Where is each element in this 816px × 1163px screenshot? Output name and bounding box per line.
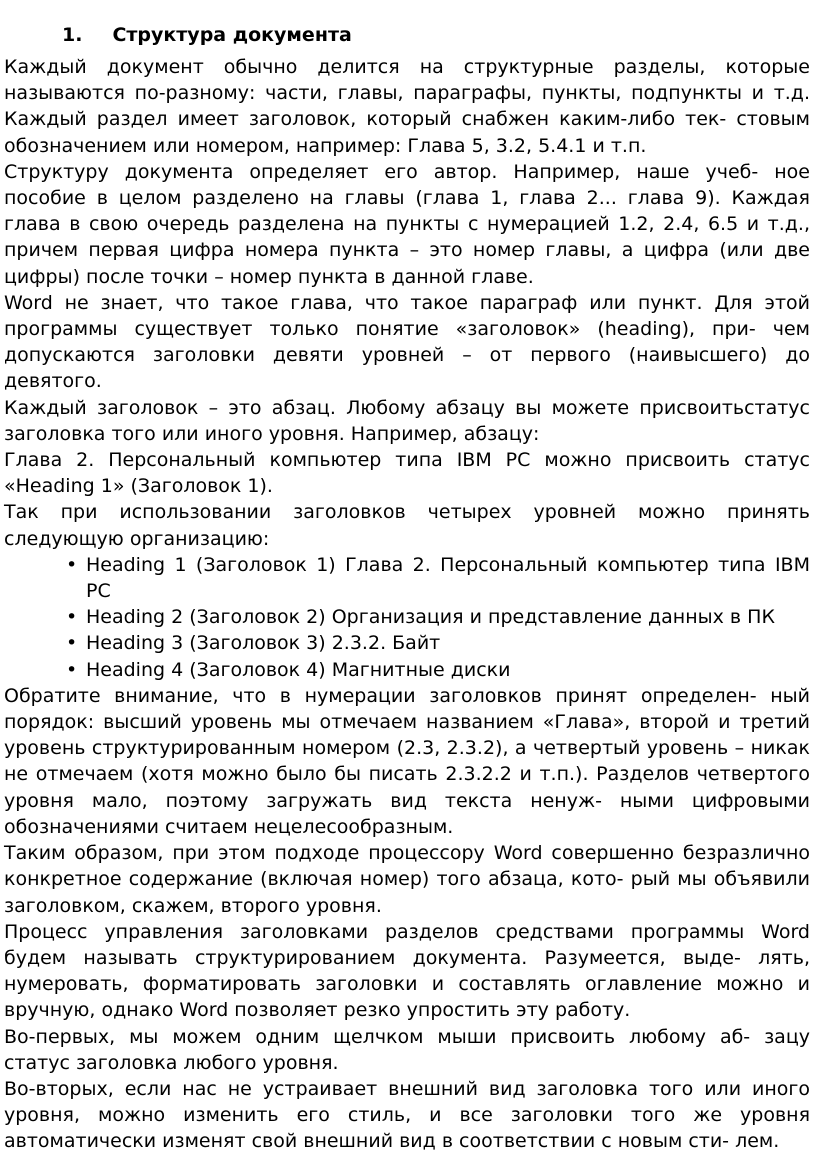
paragraph: Во-вторых, если нас не устраивает внешний вид заголовка того или иного уровня, можно изменить его стиль, и все заголовки того же уровня автоматически изменят свой внешний вид в соответствии с новым сти- лем. — [4, 1077, 810, 1153]
section-number: 1. — [62, 24, 83, 46]
paragraph: Глава 2. Персональный компьютер типа IBM PC можно присвоить статус «Heading 1» (Заголовок 1). — [4, 449, 810, 498]
list-item: • Heading 3 (Заголовок 3) 2.3.2. Байт — [66, 630, 810, 656]
heading-levels-list — [4, 552, 810, 683]
paragraph: Во-первых, мы можем одним щелчком мыши присвоить любому аб- зацу статус заголовка любого уровня. — [4, 1025, 810, 1074]
paragraph: Структуру документа определяет его автор. Например, наше учеб- ное пособие в целом разделено на главы (глава 1, глава 2... глава 9). Каждая глава в свою очередь разделена на пункты с нумерацией 1.2, 2.4, 6.5 и т.д., причем первая цифра номера пункта – это номер главы, а цифра (или две цифры) после точки – номер пункта в данной главе. — [4, 160, 810, 288]
paragraph: Так при использовании заголовков четырех уровней можно принять следующую организацию: — [4, 501, 810, 550]
section-title: Структура документа — [112, 24, 352, 46]
list-item: • Heading 1 (Заголовок 1) Глава 2. Персональный компьютер типа IBM PC — [66, 552, 810, 604]
paragraph: Процесс управления заголовками разделов средствами программы Word будем называть структурированием документа. Разумеется, выде- лять, нумеровать, форматировать заголовки и составлять оглавление можно и вручную, однако Word позволяет резко упростить эту работу. — [4, 920, 810, 1022]
section-heading — [62, 22, 810, 48]
document-body — [4, 54, 810, 1155]
paragraph: Обратите внимание, что в нумерации заголовков принят определен- ный порядок: высший уровень мы отмечаем названием «Глава», второй и третий уровень структурированным номером (2.3, 2.3.2), а четвертый уровень – никак не отмечаем (хотя можно было бы писать 2.3.2.2 и т.п.). Разделов четвертого уровня мало, поэтому загружать вид текста ненуж- ными цифровыми обозначениями считаем нецелесообразным. — [4, 684, 810, 838]
paragraph: Каждый заголовок – это абзац. Любому абзацу вы можете присвоитьстатус заголовка того или иного уровня. Например, абзацу: — [4, 396, 810, 445]
paragraph: Word не знает, что такое глава, что такое параграф или пункт. Для этой программы существует только понятие «заголовок» (heading), при- чем допускаются заголовки девяти уровней – от первого (наивысшего) до девятого. — [4, 291, 810, 393]
list-item: • Heading 4 (Заголовок 4) Магнитные диски — [66, 657, 810, 683]
list-item: • Heading 2 (Заголовок 2) Организация и представление данных в ПК — [66, 604, 810, 630]
paragraph: Таким образом, при этом подходе процессору Word совершенно безразлично конкретное содержание (включая номер) того абзаца, кото- рый мы объявили заголовком, скажем, второго уровня. — [4, 842, 810, 917]
paragraph: Каждый документ обычно делится на структурные разделы, которые называются по-разному: части, главы, параграфы, пункты, подпункты и т.д. Каждый раздел имеет заголовок, который снабжен каким-либо тек- стовым обозначением или номером, например: Глава 5, 3.2, 5.4.1 и т.п. — [4, 56, 810, 157]
